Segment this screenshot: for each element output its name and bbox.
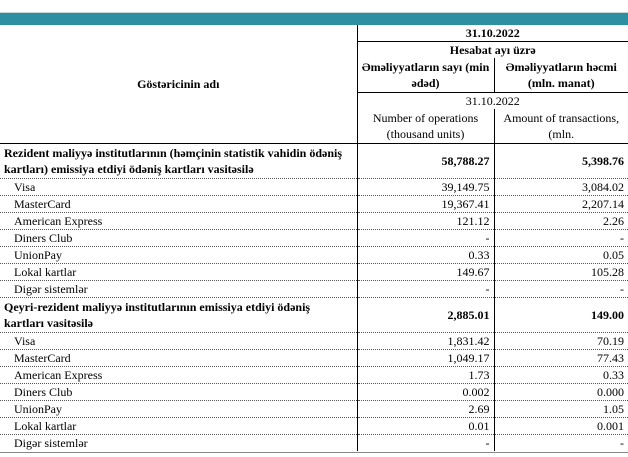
row-count: 2.69 xyxy=(357,401,494,418)
row-label: American Express xyxy=(0,367,357,384)
table-row xyxy=(0,179,628,196)
table-row xyxy=(0,384,628,401)
row-label: MasterCard xyxy=(0,350,357,367)
row-count: 19,367.41 xyxy=(357,196,494,213)
row-label: Digər sistemlər xyxy=(0,435,357,452)
row-label: UnionPay xyxy=(0,401,357,418)
row-count: - xyxy=(357,230,494,247)
row-amount: 1.05 xyxy=(494,401,628,418)
table-row xyxy=(0,333,628,350)
indicator-name-header: Göstəricinin adı xyxy=(0,25,357,144)
row-amount: - xyxy=(494,281,628,298)
period-label: Hesabat ayı üzrə xyxy=(449,43,536,57)
row-amount: 3,084.02 xyxy=(494,179,628,196)
table-row xyxy=(0,350,628,367)
row-amount: 2.26 xyxy=(494,213,628,230)
row-amount: 0.05 xyxy=(494,247,628,264)
section-title: Qeyri-rezident maliyyə institutlarının emissiya etdiyi ödəniş kartları vasitəsilə xyxy=(0,298,357,333)
row-count: - xyxy=(357,281,494,298)
row-amount: - xyxy=(494,435,628,452)
row-label: Diners Club xyxy=(0,384,357,401)
row-count: - xyxy=(357,435,494,452)
header-band xyxy=(0,13,628,25)
row-amount: 2,207.14 xyxy=(494,196,628,213)
row-label: Lokal kartlar xyxy=(0,418,357,435)
top-strip xyxy=(0,0,628,13)
row-label: Lokal kartlar xyxy=(0,264,357,281)
section-amount: 149.00 xyxy=(494,298,628,333)
table-row xyxy=(0,196,628,213)
row-count: 0.01 xyxy=(357,418,494,435)
row-amount: 77.43 xyxy=(494,350,628,367)
table-row xyxy=(0,281,628,298)
table-row xyxy=(0,247,628,264)
footer-rule xyxy=(0,452,628,457)
section-count: 58,788.27 xyxy=(357,144,494,179)
row-amount: 105.28 xyxy=(494,264,628,281)
section-count: 2,885.01 xyxy=(357,298,494,333)
row-label: UnionPay xyxy=(0,247,357,264)
table-row xyxy=(0,230,628,247)
row-label: Digər sistemlər xyxy=(0,281,357,298)
payment-cards-table xyxy=(0,25,628,451)
row-count: 1,831.42 xyxy=(357,333,494,350)
table-row xyxy=(0,401,628,418)
col-count-en: Number of operations (thousand units) xyxy=(357,109,494,143)
row-count: 0.33 xyxy=(357,247,494,264)
report-date: 31.10.2022 xyxy=(357,25,628,42)
row-count: 1,049.17 xyxy=(357,350,494,367)
table-row xyxy=(0,435,628,452)
row-label: Visa xyxy=(0,333,357,350)
row-label: American Express xyxy=(0,213,357,230)
row-count: 121.12 xyxy=(357,213,494,230)
report-date-secondary: 31.10.2022 xyxy=(465,94,520,108)
section-row xyxy=(0,144,628,179)
row-label: Visa xyxy=(0,179,357,196)
table-row xyxy=(0,367,628,384)
table-row xyxy=(0,213,628,230)
row-count: 39,149.75 xyxy=(357,179,494,196)
row-amount: - xyxy=(494,230,628,247)
row-label: Diners Club xyxy=(0,230,357,247)
row-amount: 0.000 xyxy=(494,384,628,401)
table-row xyxy=(0,264,628,281)
table-row xyxy=(0,418,628,435)
row-amount: 70.19 xyxy=(494,333,628,350)
row-count: 1.73 xyxy=(357,367,494,384)
col-amount-az: Əməliyyatların həcmi (mln. manat) xyxy=(494,58,628,93)
row-label: MasterCard xyxy=(0,196,357,213)
row-amount: 0.001 xyxy=(494,418,628,435)
section-amount: 5,398.76 xyxy=(494,144,628,179)
section-row xyxy=(0,298,628,333)
row-count: 0.002 xyxy=(357,384,494,401)
row-count: 149.67 xyxy=(357,264,494,281)
section-title: Rezident maliyyə institutlarının (həmçinin statistik vahidin ödəniş kartları) emissiya etdiyi ödəniş kartları vasitəsilə xyxy=(0,144,357,179)
col-amount-en: Amount of transactions, (mln. xyxy=(503,111,620,141)
row-amount: 0.33 xyxy=(494,367,628,384)
col-count-az: Əməliyyatların sayı (min ədəd) xyxy=(357,58,494,93)
